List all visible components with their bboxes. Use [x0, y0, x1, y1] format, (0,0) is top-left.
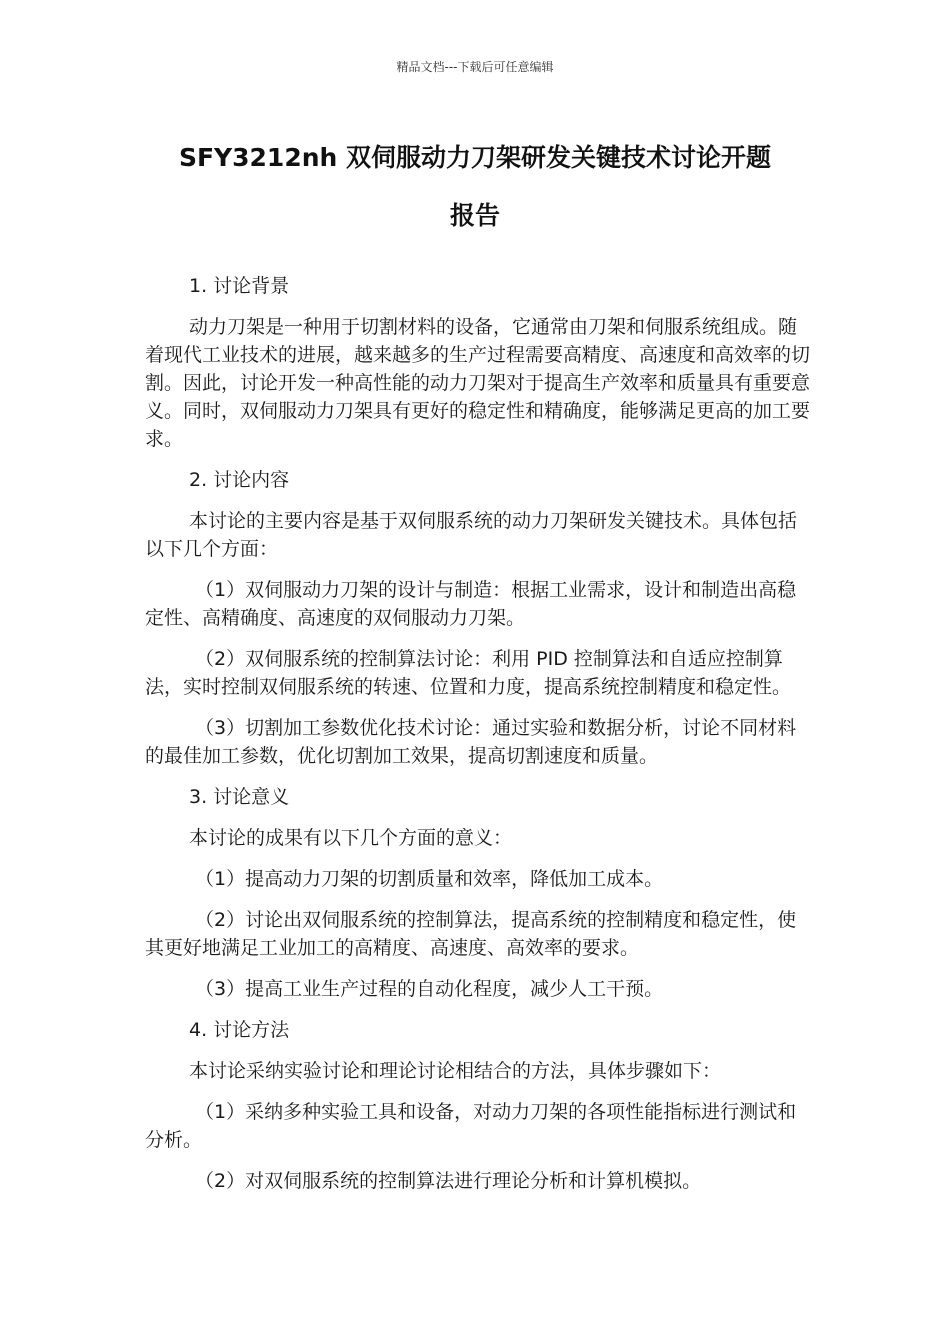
list-item: （1）双伺服动力刀架的设计与制造：根据工业需求，设计和制造出高稳定性、高精确度、高速度的双伺服动力刀架。: [145, 579, 797, 629]
section-heading-content: 2. 讨论内容: [189, 469, 290, 491]
list-item: （2）对双伺服系统的控制算法进行理论分析和计算机模拟。: [195, 1170, 702, 1192]
section-heading-method: 4. 讨论方法: [189, 1019, 290, 1041]
document-title-line-1: SFY3212nh 双伺服动力刀架研发关键技术讨论开题: [178, 143, 772, 172]
document-body: [145, 272, 815, 1208]
section-paragraph: 本讨论的主要内容是基于双伺服系统的动力刀架研发关键技术。具体包括以下几个方面：: [145, 510, 798, 560]
section-heading-significance: 3. 讨论意义: [189, 786, 290, 808]
section-paragraph: 本讨论采纳实验讨论和理论讨论相结合的方法，具体步骤如下：: [189, 1060, 722, 1082]
section-heading-background: 1. 讨论背景: [189, 275, 290, 297]
list-item: （2）讨论出双伺服系统的控制算法，提高系统的控制精度和稳定性，使其更好地满足工业加工的高精度、高速度、高效率的要求。: [145, 909, 797, 959]
list-item: （3）切割加工参数优化技术讨论：通过实验和数据分析，讨论不同材料的最佳加工参数，优化切割加工效果，提高切割速度和质量。: [145, 717, 797, 767]
document-title-line-2: 报告: [449, 201, 500, 230]
page-header-note: 精品文档---下载后可任意编辑: [396, 60, 554, 74]
list-item: （1）提高动力刀架的切割质量和效率，降低加工成本。: [195, 868, 664, 890]
section-paragraph: 本讨论的成果有以下几个方面的意义：: [189, 827, 513, 849]
list-item: （3）提高工业生产过程的自动化程度，减少人工干预。: [195, 978, 664, 1000]
section-paragraph: 动力刀架是一种用于切割材料的设备，它通常由刀架和伺服系统组成。随着现代工业技术的进展，越来越多的生产过程需要高精度、高速度和高效率的切割。因此，讨论开发一种高性能的动力刀架对于提高生产效率和质量具有重要意义。同时，双伺服动力刀架具有更好的稳定性和精确度，能够满足更高的加工要求。: [145, 316, 811, 450]
list-item: （2）双伺服系统的控制算法讨论：利用 PID 控制算法和自适应控制算法，实时控制双伺服系统的转速、位置和力度，提高系统控制精度和稳定性。: [145, 648, 792, 698]
list-item: （1）采纳多种实验工具和设备，对动力刀架的各项性能指标进行测试和分析。: [145, 1101, 797, 1151]
